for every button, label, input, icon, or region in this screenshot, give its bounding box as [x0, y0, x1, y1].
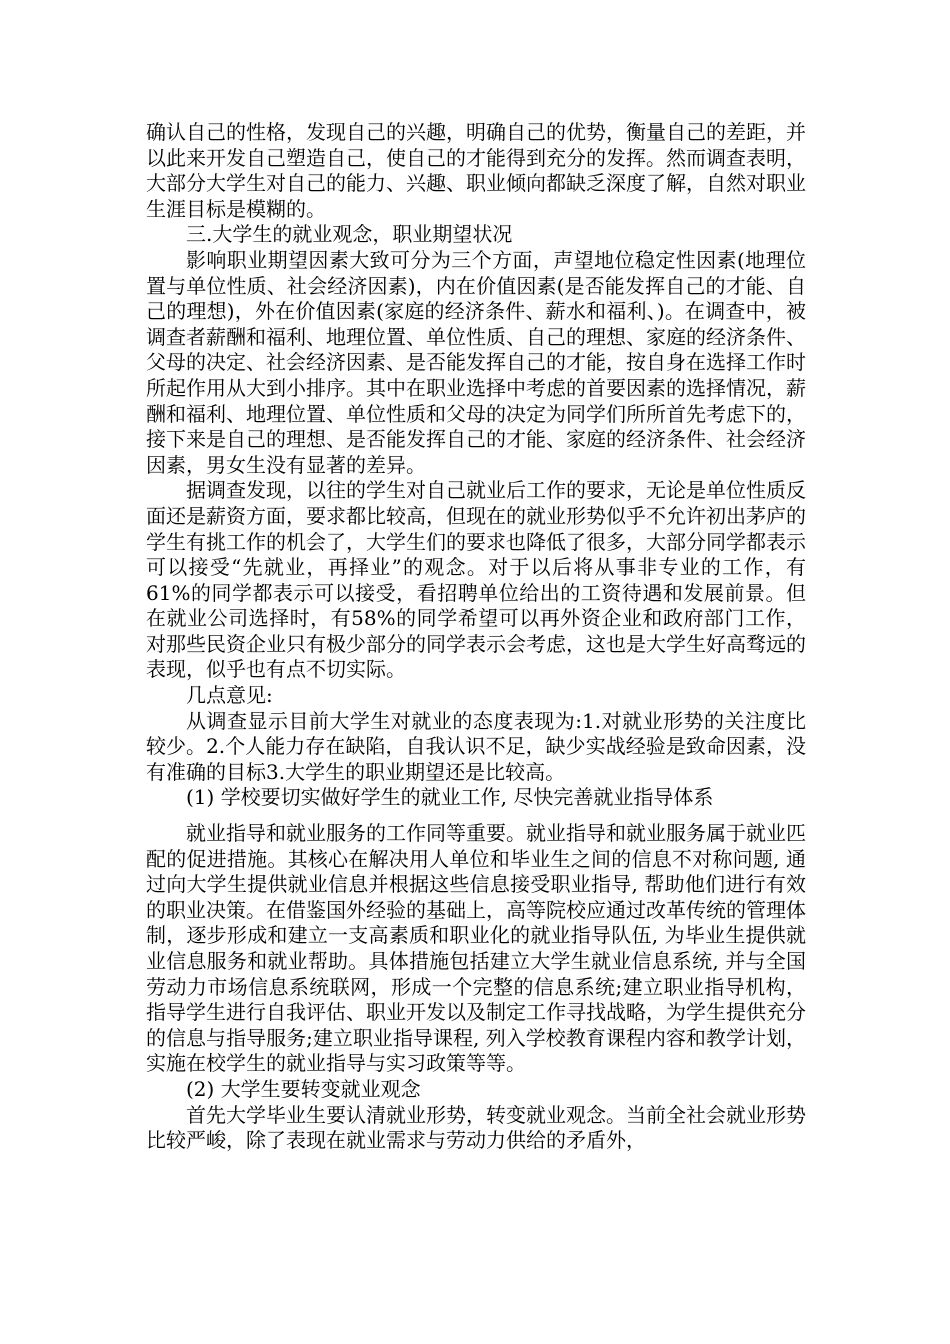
section-heading-employment-concept: 三.大学生的就业观念，职业期望状况 — [186, 222, 513, 247]
document-page — [146, 120, 806, 1154]
paragraph-survey-findings: 据调查发现，以往的学生对自己就业后工作的要求，无论是单位性质反面还是薪资方面，要求都比较高，但现在的就业形势似乎不允许初出茅庐的学生有挑工作的机会了，大学生们的要求也降低了很多，大部分同学都表示可以接受“先就业，再择业”的观念。对于以后将从事非专业的工作，有61%的同学都表示可以接受，看招聘单位给出的工资待遇和发展前景。但在就业公司选择时，有58%的同学希望可以再外资企业和政府部门工作，对那些民资企业只有极少部分的同学表示会考虑，这也是大学生好高骛远的表现，似乎也有点不切实际。 — [146, 478, 806, 682]
paragraph-employment-situation: 首先大学毕业生要认清就业形势，转变就业观念。当前全社会就业形势比较严峻，除了表现在就业需求与劳动力供给的矛盾外， — [146, 1102, 806, 1153]
paragraph-expectation-factors: 影响职业期望因素大致可分为三个方面，声望地位稳定性因素(地理位置与单位性质、社会经济因素)，内在价值因素(是否能发挥自己的才能、自己的理想)，外在价值因素(家庭的经济条件、薪水和福利、)。在调查中，被调查者薪酬和福利、地理位置、单位性质、自己的理想、家庭的经济条件、父母的决定、社会经济因素、是否能发挥自己的才能，按自身在选择工作时所起作用从大到小排序。其中在职业选择中考虑的首要因素的选择情况，薪酬和福利、地理位置、单位性质和父母的决定为同学们所所首先考虑下的，接下来是自己的理想、是否能发挥自己的才能、家庭的经济条件、社会经济因素，男女生没有显著的差异。 — [146, 247, 806, 477]
subheading-change-concept: (2) 大学生要转变就业观念 — [186, 1076, 421, 1101]
paragraph-guidance-services: 就业指导和就业服务的工作同等重要。就业指导和就业服务属于就业匹配的促进措施。其核心在解决用人单位和毕业生之间的信息不对称问题, 通过向大学生提供就业信息并根据这些信息接受职业指导, 帮助他们进行有效的职业决策。在借鉴国外经验的基础上，高等院校应通过改革传统的管理体制，逐步形成和建立一支高素质和职业化的就业指导队伍, 为毕业生提供就业信息服务和就业帮助。具体措施包括建立大学生就业信息系统, 并与全国劳动力市场信息系统联网，形成一个完整的信息系统;建立职业指导机构，指导学生进行自我评估、职业开发以及制定工作寻找战略，为学生提供充分的信息与指导服务;建立职业指导课程, 列入学校教育课程内容和教学计划，实施在校学生的就业指导与实习政策等等。 — [146, 821, 806, 1076]
paragraph-self-awareness: 确认自己的性格，发现自己的兴趣，明确自己的优势，衡量自己的差距，并以此来开发自己塑造自己，使自己的才能得到充分的发挥。然而调查表明，大部分大学生对自己的能力、兴趣、职业倾向都缺乏深度了解，自然对职业生涯目标是模糊的。 — [146, 120, 806, 221]
section-heading-suggestions: 几点意见: — [186, 683, 273, 708]
paragraph-survey-summary: 从调查显示目前大学生对就业的态度表现为:1.对就业形势的关注度比较少。2.个人能力存在缺陷，自我认识不足，缺少实战经验是致命因素，没有准确的目标3.大学生的职业期望还是比较高。 — [146, 708, 806, 784]
subheading-school-guidance: (1) 学校要切实做好学生的就业工作, 尽快完善就业指导体系 — [186, 785, 714, 810]
